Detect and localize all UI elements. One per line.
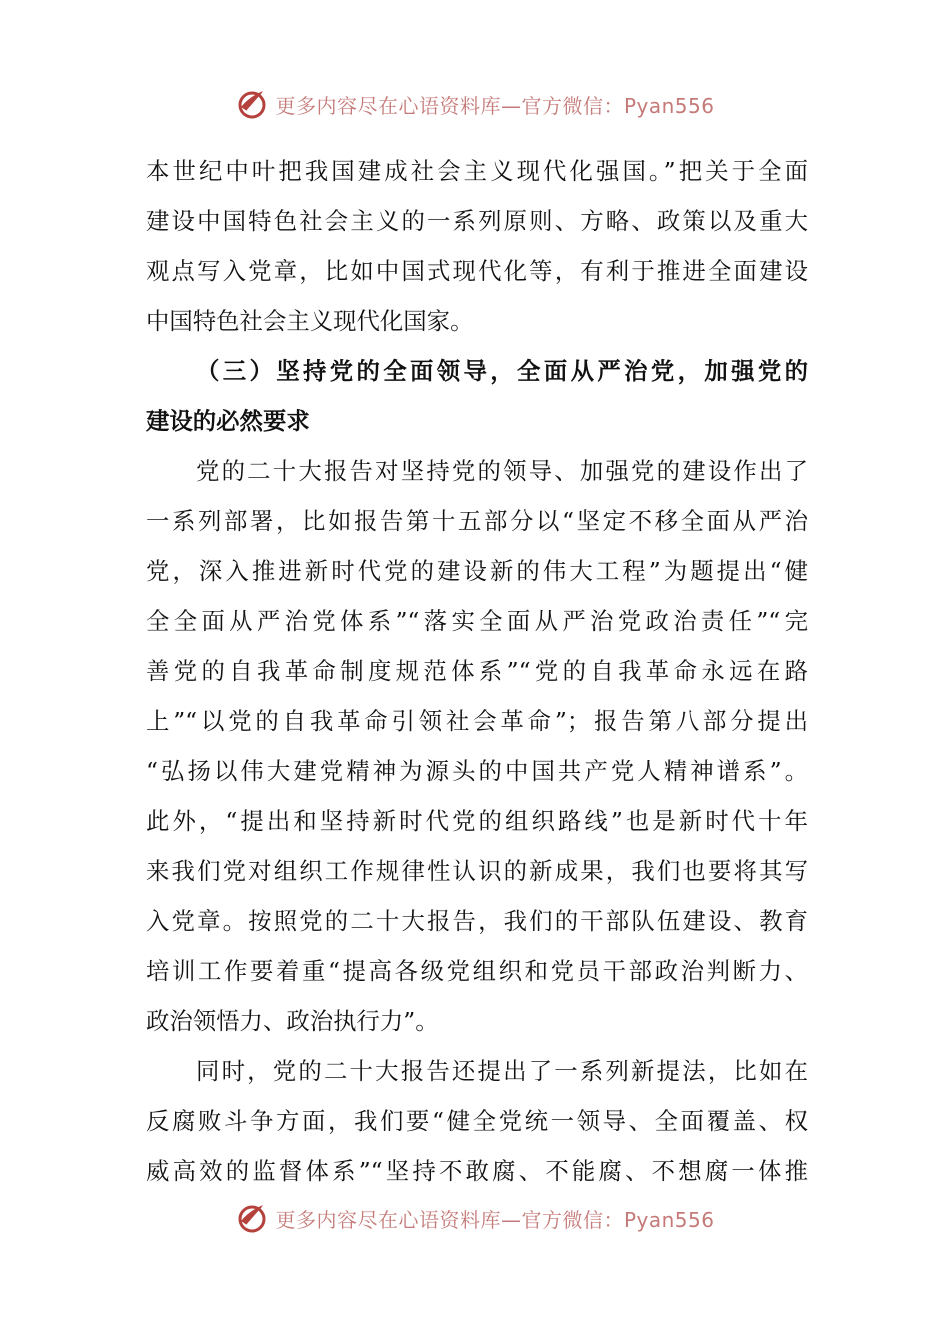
text-line: 党，深入推进新时代党的建设新的伟大工程”为题提出“健 <box>146 557 808 585</box>
text-line: 观点写入党章，比如中国式现代化等，有利于推进全面建设 <box>146 257 808 285</box>
footer-watermark-banner <box>0 1204 950 1240</box>
text-line: 善党的自我革命制度规范体系”“党的自我革命永远在路 <box>146 657 808 685</box>
text-line: 此外，“提出和坚持新时代党的组织路线”也是新时代十年 <box>146 807 808 835</box>
section-heading-line: 建设的必然要求 <box>146 407 310 435</box>
text-line: 本世纪中叶把我国建成社会主义现代化强国。”把关于全面 <box>146 157 808 185</box>
text-line: 中国特色社会主义现代化国家。 <box>146 307 474 335</box>
quill-logo-icon <box>235 87 269 121</box>
text-line: 反腐败斗争方面，我们要“健全党统一领导、全面覆盖、权 <box>146 1107 808 1135</box>
text-line: 上”“以党的自我革命引领社会革命”；报告第八部分提出 <box>146 707 808 735</box>
text-line: 建设中国特色社会主义的一系列原则、方略、政策以及重大 <box>146 207 808 235</box>
footer-watermark-text: 更多内容尽在心语资料库—官方微信：Pyan556 <box>275 1207 715 1232</box>
text-line: 政治领悟力、政治执行力”。 <box>146 1007 439 1035</box>
text-line: 全全面从严治党体系”“落实全面从严治党政治责任”“完 <box>146 607 808 635</box>
text-line: 培训工作要着重“提高各级党组织和党员干部政治判断力、 <box>146 957 808 985</box>
text-line: 入党章。按照党的二十大报告，我们的干部队伍建设、教育 <box>146 907 808 935</box>
document-body <box>146 146 808 1196</box>
text-line: “弘扬以伟大建党精神为源头的中国共产党人精神谱系”。 <box>146 757 808 785</box>
text-line: 一系列部署，比如报告第十五部分以“坚定不移全面从严治 <box>146 507 808 535</box>
header-watermark-text: 更多内容尽在心语资料库—官方微信：Pyan556 <box>275 93 715 118</box>
quill-logo-icon <box>235 1204 269 1235</box>
text-line: 党的二十大报告对坚持党的领导、加强党的建设作出了 <box>196 457 808 485</box>
text-line: 同时，党的二十大报告还提出了一系列新提法，比如在 <box>196 1057 808 1085</box>
header-watermark-banner <box>0 84 950 124</box>
section-heading-line: （三）坚持党的全面领导，全面从严治党，加强党的 <box>196 357 808 385</box>
text-line: 来我们党对组织工作规律性认识的新成果，我们也要将其写 <box>146 857 808 885</box>
text-line: 威高效的监督体系”“坚持不敢腐、不能腐、不想腐一体推 <box>146 1157 808 1185</box>
